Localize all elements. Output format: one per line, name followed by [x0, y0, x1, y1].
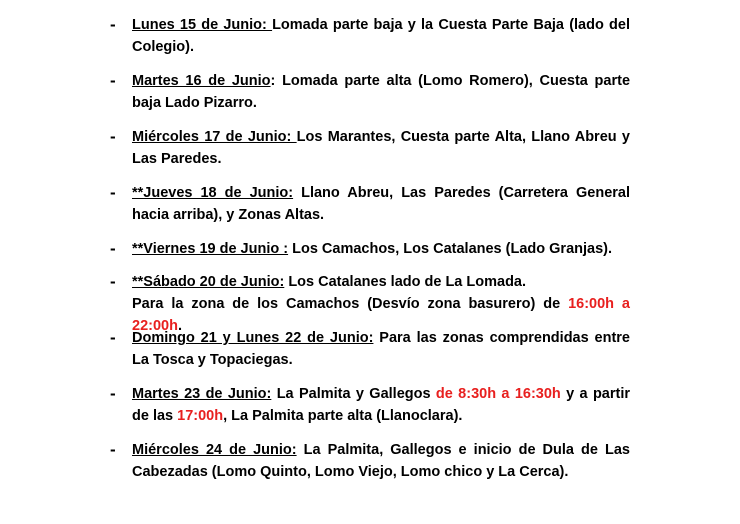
- item-date: **Viernes 19 de Junio :: [132, 241, 289, 257]
- list-item: [110, 238, 630, 260]
- highlighted-time: de 8:30h a 16:30h: [435, 386, 561, 402]
- item-body: Lomada parte baja y la Cuesta Parte Baja (lado del Colegio).: [132, 17, 630, 55]
- item-date: Lunes 15 de Junio:: [132, 17, 273, 33]
- item-text: [132, 327, 630, 371]
- bullet-dash: -: [110, 328, 116, 347]
- list-item: [110, 439, 630, 483]
- list-item: [110, 14, 630, 58]
- list-item: [110, 383, 630, 427]
- item-body: La Palmita y Gallegos: [271, 386, 436, 402]
- item-body: : Lomada parte alta (Lomo Romero), Cuesta parte baja Lado Pizarro.: [132, 73, 631, 111]
- highlighted-time: 16:00h a 22:00h: [132, 296, 630, 334]
- list-item: [110, 327, 630, 371]
- item-body: Llano Abreu, Las Paredes (Carretera General hacia arriba), y Zonas Altas.: [132, 185, 630, 223]
- item-body: Los Camachos, Los Catalanes (Lado Granjas).: [288, 241, 612, 257]
- item-body: Para las zonas comprendidas entre La Tosca y Topaciegas.: [132, 330, 630, 368]
- bullet-dash: -: [110, 15, 116, 34]
- bullet-dash: -: [110, 71, 116, 90]
- item-body: .: [177, 318, 182, 334]
- list-item: [110, 70, 630, 114]
- item-body: La Palmita, Gallegos e inicio de Dula de Las Cabezadas (Lomo Quinto, Lomo Viejo, Lomo chico y La Cerca).: [132, 442, 630, 480]
- item-text: [132, 238, 630, 260]
- item-text: [132, 70, 630, 114]
- item-body: Para la zona de los Camachos (Desvío zona basurero) de: [132, 296, 569, 312]
- item-date: Miércoles 24 de Junio:: [132, 442, 297, 458]
- item-text: [132, 14, 630, 58]
- item-body: y a partir de las: [132, 386, 631, 424]
- item-text: [132, 126, 630, 170]
- item-date: Miércoles 17 de Junio:: [132, 129, 297, 145]
- item-body: Los Catalanes lado de La Lomada.: [284, 274, 527, 290]
- item-line-1: [132, 271, 630, 293]
- item-text: [132, 439, 630, 483]
- item-body: , La Palmita parte alta (Llanoclara).: [223, 408, 463, 424]
- list-item: [110, 126, 630, 170]
- item-date: Martes 23 de Junio:: [132, 386, 272, 402]
- item-date: **Jueves 18 de Junio:: [132, 185, 294, 201]
- item-text: [132, 383, 630, 427]
- item-body: Los Marantes, Cuesta parte Alta, Llano Abreu y Las Paredes.: [132, 129, 630, 167]
- item-date: Martes 16 de Junio: [132, 73, 271, 89]
- item-text: [132, 182, 630, 226]
- bullet-dash: -: [110, 127, 116, 146]
- bullet-dash: -: [110, 183, 116, 202]
- bullet-dash: -: [110, 440, 116, 459]
- item-date: Domingo 21 y Lunes 22 de Junio:: [132, 330, 374, 346]
- bullet-dash: -: [110, 384, 116, 403]
- item-date: **Sábado 20 de Junio:: [132, 274, 285, 290]
- highlighted-time: 17:00h: [177, 408, 224, 424]
- bullet-dash: -: [110, 272, 116, 291]
- bullet-dash: -: [110, 239, 116, 258]
- list-item: [110, 182, 630, 226]
